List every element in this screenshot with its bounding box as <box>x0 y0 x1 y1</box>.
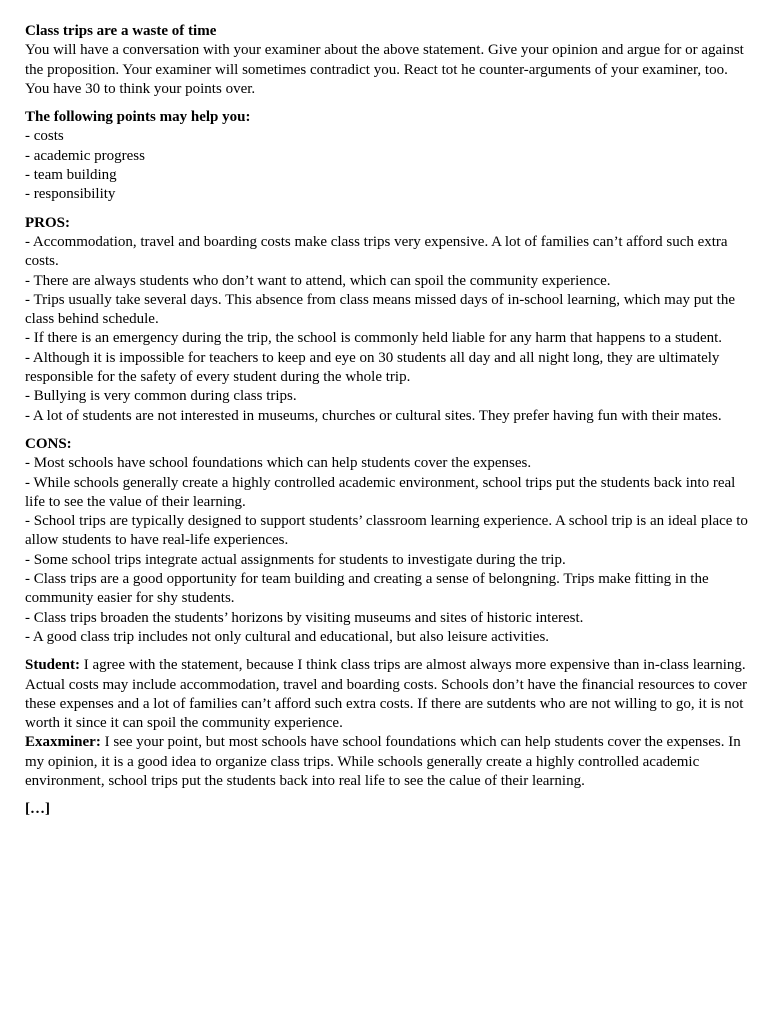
student-turn <box>25 656 748 733</box>
help-item-team-building: - team building <box>25 167 117 184</box>
pros-item: - Trips usually take several days. This absence from class means missed days of in-school learning, which may put the class behind schedule. <box>25 291 735 328</box>
dialogue-section <box>25 656 748 791</box>
cons-item: - Class trips are a good opportunity for team building and creating a sense of belongning. Trips make fitting in the community easier for shy students. <box>25 571 709 607</box>
ellipsis-marker: […] <box>25 801 50 818</box>
pros-item: - A lot of students are not interested in museums, churches or cultural sites. They prefer having fun with their mates. <box>25 407 722 424</box>
examiner-text: I see your point, but most schools have school foundations which can help students cover the expenses. In my opinion, it is a good idea to organize class trips. While schools generally create a highly controlled academic environment, school trips put the students back into real life to see the calue of their learning. <box>25 734 741 789</box>
pros-heading: PROS: <box>25 214 70 231</box>
examiner-label: Exaxminer: <box>25 734 101 751</box>
pros-item: - Accommodation, travel and boarding costs make class trips very expensive. A lot of families can’t afford such extra costs. <box>25 233 728 270</box>
help-heading: The following points may help you: <box>25 109 251 126</box>
cons-item: - Most schools have school foundations which can help students cover the expenses. <box>25 455 532 472</box>
pros-item: - If there is an emergency during the trip, the school is commonly held liable for any harm that happens to a student. <box>25 330 723 347</box>
cons-heading: CONS: <box>25 435 72 452</box>
cons-item: - Class trips broaden the students’ horizons by visiting museums and sites of historic interest. <box>25 609 584 626</box>
instructions-text: You will have a conversation with your examiner about the above statement. Give your opinion and argue for or against the proposition. Your examiner will sometimes contradict you. React tot he counter-arguments of your examiner, too. You have 30 to think your points over. <box>25 42 744 97</box>
pros-item: - Although it is impossible for teachers to keep and eye on 30 students all day and all night long, they are ultimately responsible for the safety of every student during the whole trip. <box>25 349 720 386</box>
cons-item: - Some school trips integrate actual assignments for students to investigate during the trip. <box>25 551 566 568</box>
ellipsis-section <box>25 800 748 819</box>
pros-section <box>25 214 748 426</box>
cons-item: - A good class trip includes not only cultural and educational, but also leisure activities. <box>25 628 550 645</box>
help-item-costs: - costs <box>25 128 64 145</box>
help-item-academic-progress: - academic progress <box>25 147 145 164</box>
student-text: I agree with the statement, because I think class trips are almost always more expensive than in-class learning. Actual costs may include accommodation, travel and boarding costs. Schools don’t have the financial resources to cover these expenses and a lot of families can’t afford such extra costs. If there are sutdents who are not willing to go, it is not worth it since it can spoil the community experience. <box>25 657 748 732</box>
cons-item: - While schools generally create a highly controlled academic environment, school trips put the students back into real life to see the value of their learning. <box>25 474 736 510</box>
cons-section <box>25 435 748 647</box>
examiner-turn <box>25 733 748 791</box>
pros-item: - There are always students who don’t want to attend, which can spoil the community experience. <box>25 272 611 289</box>
intro-section <box>25 22 748 99</box>
cons-item: - School trips are typically designed to support students’ classroom learning experience. A school trip is an ideal place to allow students to have real-life experiences. <box>25 513 748 549</box>
document-title: Class trips are a waste of time <box>25 23 217 39</box>
help-points-section <box>25 108 748 204</box>
student-label: Student: <box>25 657 81 674</box>
help-item-responsibility: - responsibility <box>25 186 116 203</box>
pros-item: - Bullying is very common during class trips. <box>25 388 297 405</box>
